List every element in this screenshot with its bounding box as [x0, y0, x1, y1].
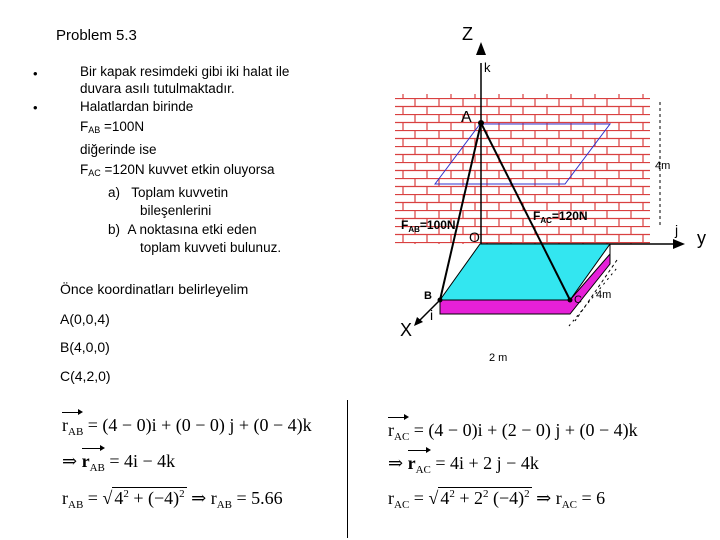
coord-c: C(4,2,0) — [60, 368, 111, 384]
i-unit-label: i — [430, 307, 434, 323]
eq-rab-definition: $r_{AB} = (4 - 0)i + (0 - 0) j + (0 - 4)k$ — [62, 415, 312, 438]
z-axis-arrow-icon — [476, 42, 486, 55]
equation-divider — [347, 400, 348, 538]
force-ab-label: $F_{AB}=100N$ — [401, 218, 456, 234]
question-b-cont: toplam kuvveti bulunuz. — [140, 239, 282, 255]
question-a-cont: bileşenlerini — [140, 202, 212, 218]
coords-intro: Önce koordinatları belirleyelim — [60, 281, 249, 297]
j-unit-label: j — [675, 222, 679, 238]
force-ac-text: $F_{AC} =120N$ kuvvet etkin oluyorsa — [80, 161, 275, 178]
origin-label: O — [469, 229, 480, 245]
problem-line: Halatlardan birinde — [80, 99, 194, 114]
page-title: Problem 5.3 — [56, 27, 137, 44]
eq-rac-magnitude: $r_{AC}$ = √ $4^2 + 2^2$ $(-4)^2$ ⇒ $r_{AC} = 6$ — [388, 488, 606, 511]
eq-rab-magnitude: $r_{AB}$ = √ $4^2 + (-4)^2$ ⇒ $r_{AB} = 5.66$ — [62, 488, 283, 511]
z-axis-label: Z — [462, 24, 473, 44]
force-ab-text: $F_{AB} =100N$ — [80, 118, 145, 135]
problem-line: duvara asılı tutulmaktadır. — [80, 80, 235, 96]
eq-rab-vector: ⇒ $r_{AB} = 4i - 4k$ — [62, 451, 176, 474]
x-axis-label: X — [400, 320, 413, 340]
dim-4m-wall: 4m — [655, 160, 671, 172]
force-ac-label: $F_{AC}=120N$ — [533, 209, 588, 225]
point-c-marker — [568, 298, 573, 303]
question-a: a) Toplam kuvvetin — [108, 185, 229, 200]
eq-rac-vector: ⇒ $r_{AC} = 4i + 2$ j − 4k — [388, 453, 539, 476]
dim-4m-plate: 4m — [596, 289, 612, 301]
point-b-label: B — [424, 290, 432, 302]
y-axis-arrow-icon — [673, 239, 685, 249]
point-c-label: C — [574, 294, 582, 306]
k-unit-label: k — [484, 60, 491, 75]
problem-statement — [80, 62, 350, 257]
eq-rac-definition: $r_{AC} = (4 - 0)i + (2 - 0) j + (0 - 4)k$ — [388, 420, 638, 443]
point-a-label: A — [461, 109, 472, 126]
coord-b: B(4,0,0) — [60, 339, 110, 355]
diagram — [385, 18, 715, 373]
coord-a: A(0,0,4) — [60, 311, 110, 327]
problem-line: Bir kapak resimdeki gibi iki halat ile — [80, 64, 290, 79]
bullet: • — [33, 100, 38, 115]
dim-2m: 2 m — [489, 352, 508, 364]
problem-line: diğerinde ise — [80, 142, 157, 157]
bullet: • — [33, 66, 38, 81]
y-axis-label: y — [697, 228, 706, 248]
question-b: b) A noktasına etki eden — [108, 222, 257, 237]
